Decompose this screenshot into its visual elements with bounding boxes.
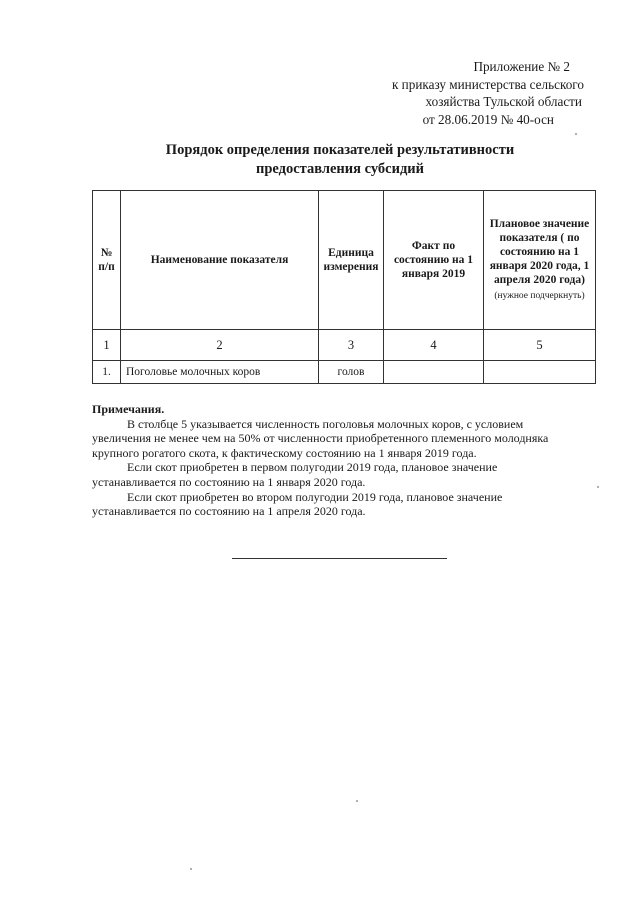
column-number: 3 (319, 330, 384, 361)
header-plan-text: Плановое значение показателя ( по состоянию на 1 января 2020 года, 1 апреля 2020 года) (489, 218, 590, 286)
appendix-date-number: от 28.06.2019 № 40-осн (422, 111, 554, 127)
header-plan (484, 191, 596, 330)
header-name: Наименование показателя (121, 191, 319, 330)
title-line-1: Порядок определения показателей результативности (165, 142, 515, 158)
header-fact: Факт по состоянию на 1 января 2019 (384, 191, 484, 330)
column-number: 1 (93, 330, 121, 361)
header-unit: Единица измерения (319, 191, 384, 330)
appendix-order-ref: к приказу министерства сельского (391, 76, 584, 92)
scan-speck (597, 486, 599, 488)
closing-divider (232, 558, 447, 559)
row-fact-value (384, 361, 484, 384)
title-line-2: предоставления субсидий (255, 160, 424, 177)
column-number: 4 (384, 330, 484, 361)
indicators-table (92, 190, 596, 384)
notes-section (92, 402, 552, 519)
appendix-header (344, 58, 584, 128)
note-paragraph-2: Если скот приобретен в первом полугодии 2019 года, плановое значение устанавливается по состоянию на 1 января 2020 года. (92, 460, 498, 489)
column-number: 5 (484, 330, 596, 361)
note-paragraph-1: В столбце 5 указывается численность поголовья молочных коров, с условием увеличения не менее чем на 50% от численности приобретенного племенного молодняка крупного рогатого скота, к фактическому состоянию на 1 января 2019 года. (92, 416, 549, 460)
notes-heading: Примечания. (92, 402, 165, 416)
scan-speck (190, 868, 192, 870)
row-num: 1. (93, 361, 121, 384)
header-plan-note: (нужное подчеркнуть) (494, 291, 585, 301)
document-title (120, 141, 560, 178)
appendix-number: Приложение № 2 (473, 59, 570, 74)
table-header-row (93, 191, 596, 330)
note-paragraph-3: Если скот приобретен во втором полугодии 2019 года, плановое значение устанавливается по состоянию на 1 апреля 2020 года. (92, 489, 503, 519)
row-indicator-name: Поголовье молочных коров (121, 361, 319, 384)
appendix-ministry: хозяйства Тульской области (425, 94, 582, 109)
column-number: 2 (121, 330, 319, 361)
row-unit: голов (319, 361, 384, 384)
header-num: № п/п (93, 191, 121, 330)
table-row (93, 361, 596, 384)
scan-speck (575, 133, 577, 135)
row-plan-value (484, 361, 596, 384)
scan-speck (356, 800, 358, 802)
column-number-row (93, 330, 596, 361)
